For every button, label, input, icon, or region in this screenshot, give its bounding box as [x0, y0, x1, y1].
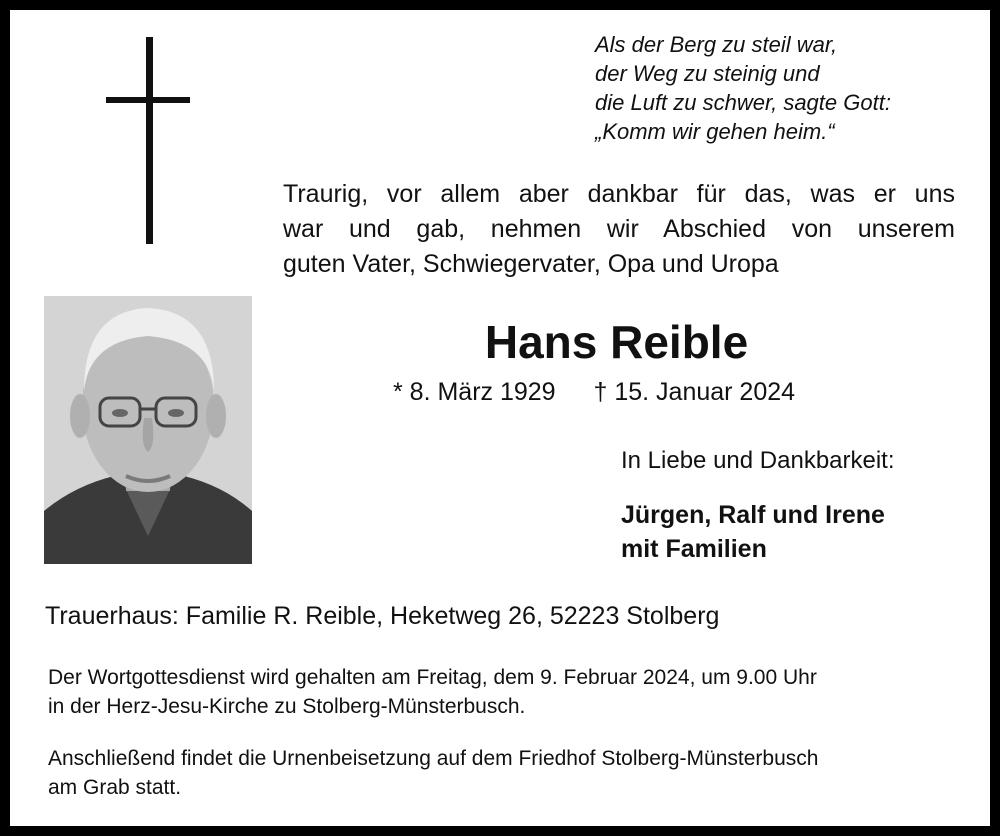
burial-line: am Grab statt. [48, 776, 182, 799]
service-line: Der Wortgottesdienst wird gehalten am Freitag, dem 9. Februar 2024, um 9.00 Uhr [48, 666, 817, 689]
birth-date: * 8. März 1929 [393, 378, 556, 406]
portrait-photo [44, 296, 252, 564]
death-date: † 15. Januar 2024 [593, 378, 796, 406]
burial-info [48, 744, 818, 802]
signature-lead: In Liebe und Dankbarkeit: [621, 447, 895, 474]
intro-line: guten Vater, Schwiegervater, Opa und Uropa [283, 250, 779, 278]
poem-line: „Komm wir gehen heim.“ [595, 119, 835, 144]
family-line: mit Familien [621, 535, 767, 563]
obituary-card [10, 10, 990, 826]
family-line: Jürgen, Ralf und Irene [621, 501, 885, 529]
mourning-house: Trauerhaus: Familie R. Reible, Heketweg 26, 52223 Stolberg [45, 602, 720, 630]
intro-text [283, 177, 955, 282]
poem [595, 30, 891, 146]
poem-line: der Weg zu steinig und [595, 61, 820, 86]
portrait-image [44, 296, 252, 564]
life-dates [393, 376, 795, 408]
deceased-name: Hans Reible [484, 316, 749, 368]
service-line: in der Herz-Jesu-Kirche zu Stolberg-Münsterbusch. [48, 695, 526, 718]
intro-line: war und gab, nehmen wir Abschied von unserem [283, 215, 955, 243]
poem-line: die Luft zu schwer, sagte Gott: [595, 90, 891, 115]
poem-line: Als der Berg zu steil war, [595, 32, 838, 57]
service-info [48, 663, 817, 721]
burial-line: Anschließend findet die Urnenbeisetzung auf dem Friedhof Stolberg-Münsterbusch [48, 747, 819, 770]
intro-line: Traurig, vor allem aber dankbar für das, was er uns [283, 180, 955, 208]
family-names [621, 498, 885, 566]
